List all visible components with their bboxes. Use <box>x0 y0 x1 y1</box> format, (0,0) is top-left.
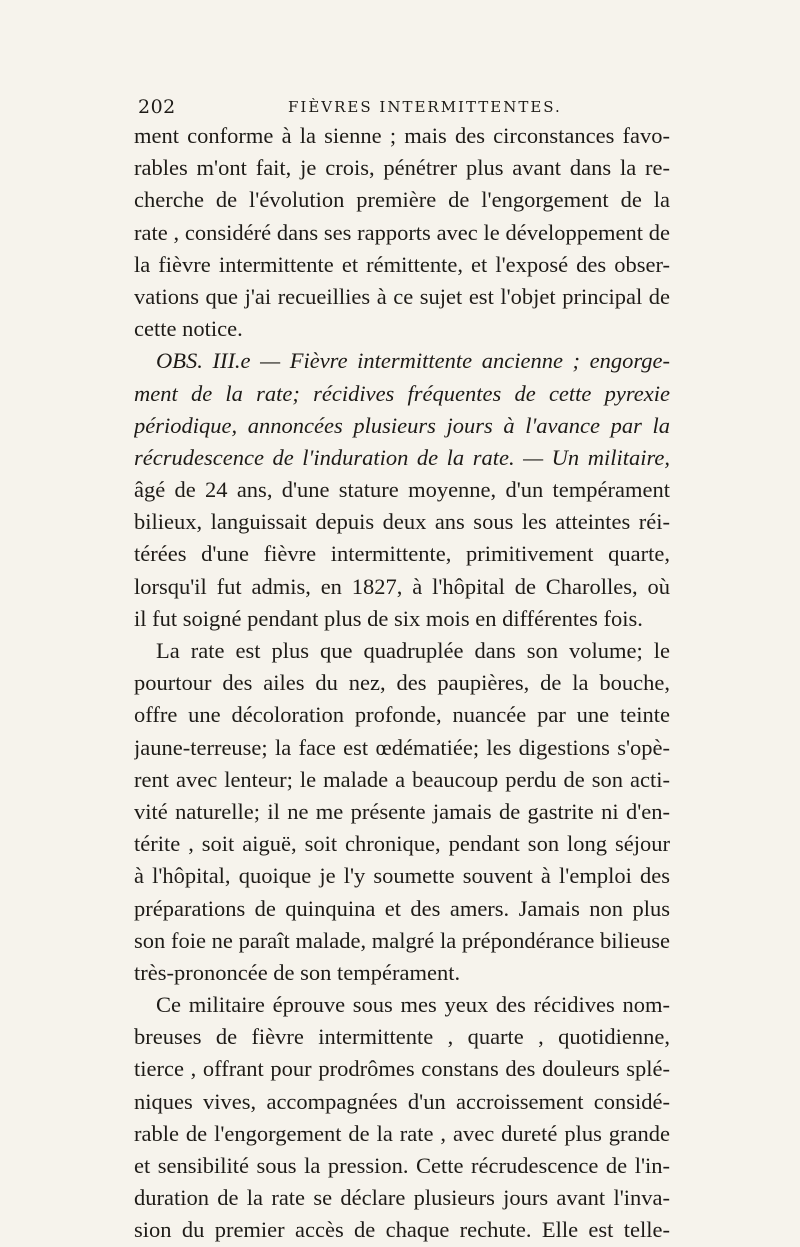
text-line: térite , soit aiguë, soit chronique, pendant son long séjour <box>134 831 670 857</box>
text-line: cherche de l'évolution première de l'engorgement de la <box>134 187 670 213</box>
running-title: FIÈVRES INTERMITTENTES. <box>288 98 562 116</box>
text-line: son foie ne paraît malade, malgré la prépondérance bilieuse <box>134 927 670 953</box>
text-line: très-prononcée de son tempérament. <box>134 959 461 985</box>
text-line: il fut soigné pendant plus de six mois en différentes fois. <box>134 605 643 631</box>
text-line: vité naturelle; il ne me présente jamais de gastrite ni d'en- <box>134 798 670 824</box>
text-line: térées d'une fièvre intermittente, primitivement quarte, <box>134 541 670 567</box>
text-line: à l'hôpital, quoique je l'y soumette souvent à l'emploi des <box>134 863 670 889</box>
text-line: cette notice. <box>134 316 243 342</box>
text-line: la fièvre intermittente et rémittente, et l'exposé des obser- <box>134 251 670 277</box>
text-line: offre une décoloration profonde, nuancée par une teinte <box>134 702 670 728</box>
observation-heading-line: périodique, annoncées plusieurs jours à l'avance par la <box>134 412 670 438</box>
text-line: sion du premier accès de chaque rechute. Elle est telle- <box>134 1217 670 1243</box>
text-line: préparations de quinquina et des amers. Jamais non plus <box>134 895 670 921</box>
text-line: niques vives, accompagnées d'un accroissement considé- <box>134 1088 670 1114</box>
text-line: vations que j'ai recueillies à ce sujet est l'objet principal de <box>134 283 670 309</box>
text-line: âgé de 24 ans, d'une stature moyenne, d'un tempérament <box>134 477 670 503</box>
text-line: et sensibilité sous la pression. Cette récrudescence de l'in- <box>134 1153 670 1178</box>
text-line: ment conforme à la sienne ; mais des circonstances favo- <box>134 123 670 148</box>
text-line: breuses de fièvre intermittente , quarte , quotidienne, <box>134 1024 670 1050</box>
observation-heading-line: ment de la rate; récidives fréquentes de cette pyrexie <box>134 380 670 406</box>
text-line: rable de l'engorgement de la rate , avec dureté plus grande <box>134 1120 670 1146</box>
text-line: rate , considéré dans ses rapports avec le développement de <box>134 219 670 245</box>
text-line: lorsqu'il fut admis, en 1827, à l'hôpital de Charolles, où <box>134 573 670 599</box>
text-line: tierce , offrant pour prodrômes constans des douleurs splé- <box>134 1056 670 1082</box>
text-line: pourtour des ailes du nez, des paupières, de la bouche, <box>134 670 670 696</box>
text-line: rent avec lenteur; le malade a beaucoup perdu de son acti- <box>134 766 670 792</box>
text-line: jaune-terreuse; la face est œdématiée; les digestions s'opè- <box>134 734 670 760</box>
observation-heading-line: OBS. III.e — Fièvre intermittente ancienne ; engorge- <box>156 348 670 374</box>
body-text <box>134 120 670 1247</box>
observation-heading-line: récrudescence de l'induration de la rate. — Un militaire, <box>134 444 670 470</box>
text-line: bilieux, languissait depuis deux ans sous les atteintes réi- <box>134 509 670 535</box>
page-number: 202 <box>138 96 176 118</box>
text-line: Ce militaire éprouve sous mes yeux des récidives nom- <box>156 992 670 1018</box>
page-header <box>138 96 668 120</box>
text-line: La rate est plus que quadruplée dans son volume; le <box>156 638 670 663</box>
text-line: rables m'ont fait, je crois, pénétrer plus avant dans la re- <box>134 155 670 181</box>
text-line: duration de la rate se déclare plusieurs jours avant l'inva- <box>134 1185 670 1211</box>
